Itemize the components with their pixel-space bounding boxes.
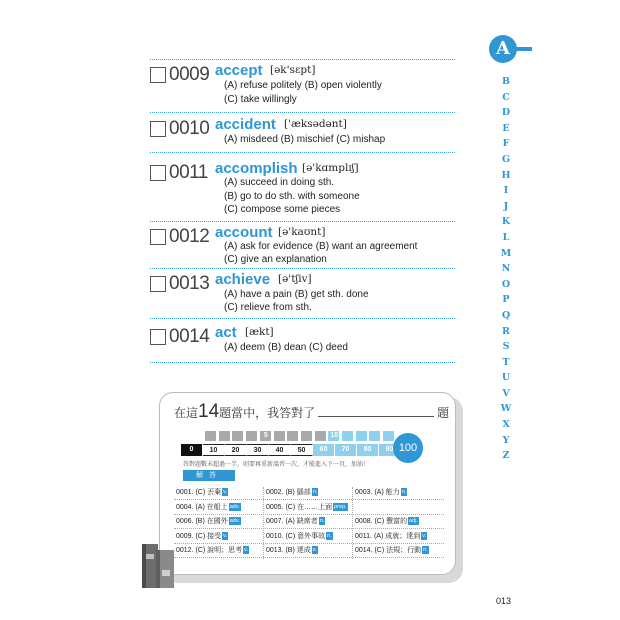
entry-word: accomplish	[215, 160, 298, 177]
score-prefix: 在這	[174, 406, 199, 420]
answer-text: 0004. (A) 在船上	[176, 503, 228, 511]
answer-text: 0010. (C) 意外事故	[266, 532, 326, 540]
index-letter-d[interactable]: D	[501, 107, 511, 119]
part-of-speech-tag: adj.	[409, 518, 418, 525]
index-letter-y[interactable]: Y	[502, 434, 510, 446]
index-letter-e[interactable]: E	[502, 122, 510, 134]
answer-text: 0009. (C) 接受	[176, 532, 222, 540]
answer-text: 0013. (B) 達成	[266, 547, 311, 554]
entry-phonetic: [ə'kaʊnt]	[278, 226, 326, 238]
entry-option-line: (C) give an explanation	[224, 254, 327, 265]
entry-checkbox[interactable]	[150, 121, 166, 137]
answer-cell	[266, 516, 325, 528]
entry-number: 0014	[169, 326, 210, 347]
progress-square	[287, 431, 298, 441]
index-letter-k[interactable]: K	[501, 216, 511, 228]
progress-square	[246, 431, 257, 441]
index-letter-c[interactable]: C	[502, 91, 510, 103]
index-letter-i[interactable]: I	[503, 185, 509, 197]
entry-number: 0009	[169, 64, 210, 85]
answer-cell	[355, 487, 407, 499]
index-letter-w[interactable]: W	[500, 403, 512, 415]
progress-square	[301, 431, 312, 441]
page-number: 013	[496, 596, 512, 606]
index-letter-q[interactable]: Q	[501, 309, 511, 321]
score-sentence	[174, 401, 449, 423]
progress-square	[383, 431, 394, 441]
column-divider	[263, 487, 264, 559]
index-letter-j[interactable]: J	[503, 200, 509, 212]
index-letter-s[interactable]: S	[502, 341, 510, 353]
answer-text: 0007. (A) 缺席者	[266, 518, 318, 525]
entry-option-line: (A) misdeed (B) mischief (C) mishap	[224, 134, 386, 145]
part-of-speech-tag: n.	[312, 489, 318, 496]
answer-row	[174, 502, 444, 515]
divider	[150, 318, 455, 319]
part-of-speech-tag: adv.	[229, 503, 240, 510]
index-letter-l[interactable]: L	[502, 231, 510, 243]
progress-square	[205, 431, 216, 441]
scale-cell: 50	[291, 444, 313, 456]
answer-cell	[176, 545, 249, 557]
entry-option-line: (A) have a pain (B) get sth. done	[224, 289, 369, 300]
entry-number: 0011	[169, 162, 208, 183]
books-icon	[140, 538, 178, 590]
entry-checkbox[interactable]	[150, 329, 166, 345]
answer-row	[174, 531, 444, 544]
answer-cell	[355, 545, 429, 557]
part-of-speech-tag: v.	[312, 547, 317, 554]
entry-option-line: (A) refuse politely (B) open violently	[224, 80, 382, 91]
part-of-speech-tag: v.	[223, 532, 227, 539]
index-letter-x[interactable]: X	[502, 419, 510, 431]
divider	[150, 112, 455, 113]
index-letter-t[interactable]: T	[502, 356, 510, 368]
answer-cell	[266, 502, 348, 514]
entry-word: achieve	[215, 271, 271, 288]
entry-option-line: (C) relieve from sth.	[224, 302, 312, 313]
alphabet-index	[495, 74, 517, 464]
answer-cell	[176, 502, 241, 514]
divider	[150, 268, 455, 269]
entry-option-line: (C) compose some pieces	[224, 204, 341, 215]
progress-square	[274, 431, 285, 441]
entry-checkbox[interactable]	[150, 229, 166, 245]
score-middle: 題當中，我答對了	[219, 406, 316, 420]
column-divider	[352, 487, 353, 559]
entry-number: 0010	[169, 118, 210, 139]
index-letter-v[interactable]: V	[502, 387, 510, 399]
scale-cell: 70	[335, 444, 357, 456]
entry-checkbox[interactable]	[150, 165, 166, 181]
answer-text: 0002. (B) 腦部	[266, 489, 311, 496]
entry-number: 0013	[169, 273, 210, 294]
answer-row	[174, 487, 444, 500]
score-answer-blank[interactable]	[318, 404, 434, 417]
answer-text: 0008. (C) 豐富的	[355, 518, 408, 525]
scale-cell: 80	[357, 444, 379, 456]
progress-marker: 10	[330, 432, 339, 439]
scale-cell: 90	[379, 444, 401, 456]
entry-option-line: (A) deem (B) dean (C) deed	[224, 342, 348, 353]
answer-row	[174, 516, 444, 529]
answers-header: 解答	[183, 470, 235, 481]
progress-square	[219, 431, 230, 441]
entry-phonetic: [ə'kɑmplɪʃ]	[302, 162, 359, 174]
entry-word: accept	[215, 62, 263, 79]
entry-word: act	[215, 324, 237, 341]
score-max-badge: 100	[393, 433, 423, 463]
part-of-speech-tag: n.	[401, 489, 407, 496]
divider	[150, 362, 455, 363]
part-of-speech-tag: n.	[423, 547, 428, 554]
part-of-speech-tag: n.	[319, 518, 325, 525]
part-of-speech-tag: adv.	[229, 518, 240, 525]
answer-text: 0014. (C) 法規；行動	[355, 547, 422, 554]
scale-cell: 20	[225, 444, 247, 456]
divider	[150, 221, 455, 222]
entry-checkbox[interactable]	[150, 67, 166, 83]
index-letter-p[interactable]: P	[502, 294, 510, 306]
scale-cell: 30	[247, 444, 269, 456]
progress-square	[342, 431, 353, 441]
answer-cell	[266, 487, 318, 499]
scale-cell: 0	[181, 444, 203, 456]
entry-phonetic: [ə'tʃiv]	[278, 273, 312, 285]
entry-checkbox[interactable]	[150, 276, 166, 292]
progress-marker: 5	[263, 432, 268, 439]
entry-option-line: (A) ask for evidence (B) want an agreement	[224, 241, 418, 252]
index-letter-r[interactable]: R	[502, 325, 510, 337]
answer-text: 0005. (C) 在……上面	[266, 503, 333, 511]
part-of-speech-tag: n.	[327, 532, 332, 539]
index-letter-h[interactable]: H	[501, 169, 511, 181]
index-letter-m[interactable]: M	[500, 247, 512, 259]
part-of-speech-tag: v.	[422, 532, 427, 539]
entry-option-line: (C) take willingly	[224, 94, 297, 105]
scale-cell: 10	[203, 444, 225, 456]
answer-cell	[355, 516, 419, 528]
score-total: 14	[198, 401, 220, 422]
entry-phonetic: [ækt]	[245, 326, 274, 338]
entry-word: accident	[215, 116, 276, 133]
progress-square	[356, 431, 367, 441]
index-letter-o[interactable]: O	[501, 278, 511, 290]
index-current-letter[interactable]: A	[489, 35, 517, 63]
entry-phonetic: ['æksədənt]	[284, 118, 347, 130]
answer-cell	[176, 516, 241, 528]
index-letter-g[interactable]: G	[501, 153, 511, 165]
score-suffix: 題	[437, 406, 450, 420]
divider	[150, 152, 455, 153]
answer-row	[174, 545, 444, 558]
entry-phonetic: [ək'sɛpt]	[270, 64, 316, 76]
score-note: 答對題數未超過一半，則要再重新溫習一次，才能進入下一頁，加油！	[183, 462, 370, 468]
answer-cell	[266, 545, 318, 557]
entry-word: account	[215, 224, 273, 241]
index-letter-n[interactable]: N	[501, 263, 511, 275]
answer-text: 0001. (C) 丟棄	[176, 489, 222, 496]
answer-cell	[176, 531, 228, 543]
divider	[150, 59, 455, 60]
entry-number: 0012	[169, 226, 210, 247]
progress-square	[232, 431, 243, 441]
answer-cell	[266, 531, 333, 543]
answer-text: 0003. (A) 能力	[355, 489, 400, 496]
progress-square	[315, 431, 326, 441]
index-letter-u[interactable]: U	[501, 372, 511, 384]
index-letter-z[interactable]: Z	[502, 450, 510, 462]
entry-option-line: (B) go to do sth. with someone	[224, 191, 360, 202]
scale-cell: 40	[269, 444, 291, 456]
index-letter-b[interactable]: B	[501, 76, 511, 87]
entry-option-line: (A) succeed in doing sth.	[224, 177, 335, 188]
answer-text: 0006. (B) 在國外	[176, 518, 228, 525]
scale-cell: 60	[313, 444, 335, 456]
answer-text: 0012. (C) 說明；思考	[176, 547, 243, 554]
index-letter-f[interactable]: F	[502, 138, 510, 150]
answer-text: 0011. (A) 成就；達到	[355, 532, 421, 540]
answer-cell	[176, 487, 228, 499]
progress-square	[369, 431, 380, 441]
part-of-speech-tag: v.	[244, 547, 248, 554]
part-of-speech-tag: v.	[223, 489, 227, 496]
answer-cell	[355, 531, 427, 543]
part-of-speech-tag: prep.	[334, 503, 347, 510]
